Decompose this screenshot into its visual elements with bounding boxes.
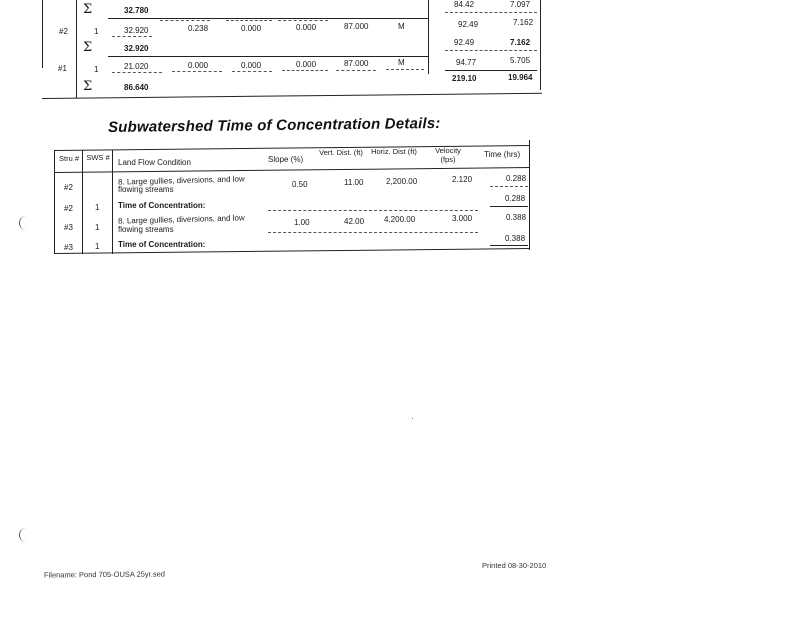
velocity-value: 2.120 bbox=[452, 175, 473, 184]
struct-id: #1 bbox=[58, 64, 67, 73]
printed-date-footer: Printed 08-30-2010 bbox=[482, 561, 547, 570]
stru-id: #3 bbox=[64, 223, 73, 232]
cell-value: 7.097 bbox=[510, 0, 531, 9]
table-border bbox=[428, 0, 429, 74]
cell-value: 32.920 bbox=[124, 26, 149, 35]
row-divider bbox=[445, 12, 537, 13]
cell-value: 5.705 bbox=[510, 56, 531, 65]
row-divider bbox=[108, 56, 428, 57]
row-divider bbox=[490, 186, 528, 187]
table-border bbox=[76, 0, 77, 98]
sws-id: 1 bbox=[94, 65, 99, 74]
row-divider bbox=[160, 20, 210, 21]
table-border bbox=[112, 150, 113, 254]
struct-id: #2 bbox=[59, 27, 68, 36]
sum-value: 32.780 bbox=[124, 6, 149, 15]
table-border bbox=[42, 0, 43, 68]
cell-value: M bbox=[398, 22, 405, 31]
cell-value: 0.000 bbox=[241, 61, 262, 70]
row-divider bbox=[112, 36, 152, 37]
table-border bbox=[529, 140, 530, 250]
sws-id: 1 bbox=[94, 27, 99, 36]
condition-text: flowing streams bbox=[118, 185, 174, 194]
sws-id: 1 bbox=[95, 242, 100, 251]
row-divider bbox=[226, 20, 272, 21]
header-time: Time (hrs) bbox=[484, 150, 521, 159]
sum-value: 32.920 bbox=[124, 44, 149, 53]
horiz-value: 2,200.00 bbox=[386, 177, 418, 186]
table-border bbox=[54, 167, 530, 173]
section-title: Subwatershed Time of Concentration Details: bbox=[107, 114, 441, 137]
table-border bbox=[540, 0, 541, 90]
filename-footer: Filename: Pond 705-OUSA 25yr.sed bbox=[43, 569, 165, 580]
row-divider bbox=[282, 70, 328, 71]
table-border bbox=[54, 150, 55, 254]
velocity-value: 3.000 bbox=[452, 214, 473, 223]
row-divider bbox=[386, 69, 424, 70]
row-divider bbox=[268, 232, 478, 233]
header-slope: Slope (%) bbox=[268, 155, 304, 164]
horiz-value: 4,200.00 bbox=[384, 215, 416, 224]
vert-value: 11.00 bbox=[344, 178, 364, 187]
condition-text: flowing streams bbox=[118, 225, 174, 234]
time-value: 0.288 bbox=[505, 194, 526, 203]
toc-label: Time of Concentration: bbox=[118, 240, 206, 249]
cell-value: 87.000 bbox=[344, 59, 369, 68]
cell-value: 7.162 bbox=[513, 18, 534, 27]
sigma-symbol: Σ bbox=[83, 40, 93, 55]
row-divider bbox=[108, 18, 428, 19]
header-vert-dist: Vert. Dist. (ft) bbox=[319, 148, 363, 157]
row-divider bbox=[112, 72, 162, 73]
row-divider bbox=[172, 71, 222, 72]
sum-value: 86.640 bbox=[124, 83, 149, 92]
condition-text: 8. Large gullies, diversions, and low bbox=[117, 213, 245, 226]
cell-value: 84.42 bbox=[454, 0, 475, 9]
stru-id: #2 bbox=[64, 204, 73, 213]
table-bottom-border bbox=[42, 93, 542, 99]
cell-value: M bbox=[398, 58, 405, 67]
header-stru: Stru # bbox=[58, 154, 79, 163]
sws-id: 1 bbox=[95, 203, 100, 212]
slope-value: 1.00 bbox=[294, 218, 310, 227]
cell-value: 0.000 bbox=[296, 60, 317, 69]
cell-value: 92.49 bbox=[458, 20, 479, 29]
row-divider bbox=[268, 210, 478, 211]
cell-value: 0.000 bbox=[188, 61, 209, 70]
row-divider bbox=[445, 70, 537, 71]
cell-value: 0.000 bbox=[241, 24, 262, 33]
row-divider bbox=[232, 71, 272, 72]
row-divider bbox=[278, 20, 328, 21]
speck bbox=[412, 418, 413, 419]
header-horiz-dist: Horiz. Dist (ft) bbox=[371, 147, 417, 156]
condition-text: 8. Large gullies, diversions, and low bbox=[117, 174, 245, 187]
row-divider bbox=[490, 245, 528, 246]
punch-hole-mark bbox=[19, 216, 28, 230]
row-divider bbox=[490, 206, 528, 207]
cell-value: 0.000 bbox=[296, 23, 317, 32]
stru-id: #3 bbox=[64, 243, 73, 252]
sigma-symbol: Σ bbox=[83, 79, 93, 94]
sigma-symbol: Σ bbox=[83, 2, 93, 17]
time-value: 0.388 bbox=[506, 213, 527, 222]
cell-value: 94.77 bbox=[456, 58, 477, 67]
toc-label: Time of Concentration: bbox=[118, 201, 206, 210]
punch-hole-mark bbox=[19, 528, 28, 542]
total-value: 219.10 bbox=[452, 74, 477, 83]
vert-value: 42.00 bbox=[344, 217, 365, 226]
stru-id: #2 bbox=[64, 183, 73, 192]
total-value: 19.964 bbox=[508, 73, 533, 82]
cell-value: 21.020 bbox=[124, 62, 149, 71]
row-divider bbox=[445, 50, 537, 51]
header-velocity: Velocity (fps) bbox=[435, 146, 461, 164]
cell-value: 7.162 bbox=[510, 38, 531, 47]
time-value: 0.288 bbox=[506, 174, 527, 183]
header-condition: Land Flow Condition bbox=[118, 158, 191, 167]
table-border bbox=[82, 150, 83, 254]
header-sws: SWS # bbox=[86, 153, 110, 162]
cell-value: 0.238 bbox=[188, 24, 209, 33]
cell-value: 87.000 bbox=[344, 22, 369, 31]
cell-value: 92.49 bbox=[454, 38, 475, 47]
row-divider bbox=[336, 70, 376, 71]
sws-id: 1 bbox=[95, 223, 100, 232]
time-value: 0.388 bbox=[505, 234, 526, 243]
slope-value: 0.50 bbox=[292, 180, 308, 189]
